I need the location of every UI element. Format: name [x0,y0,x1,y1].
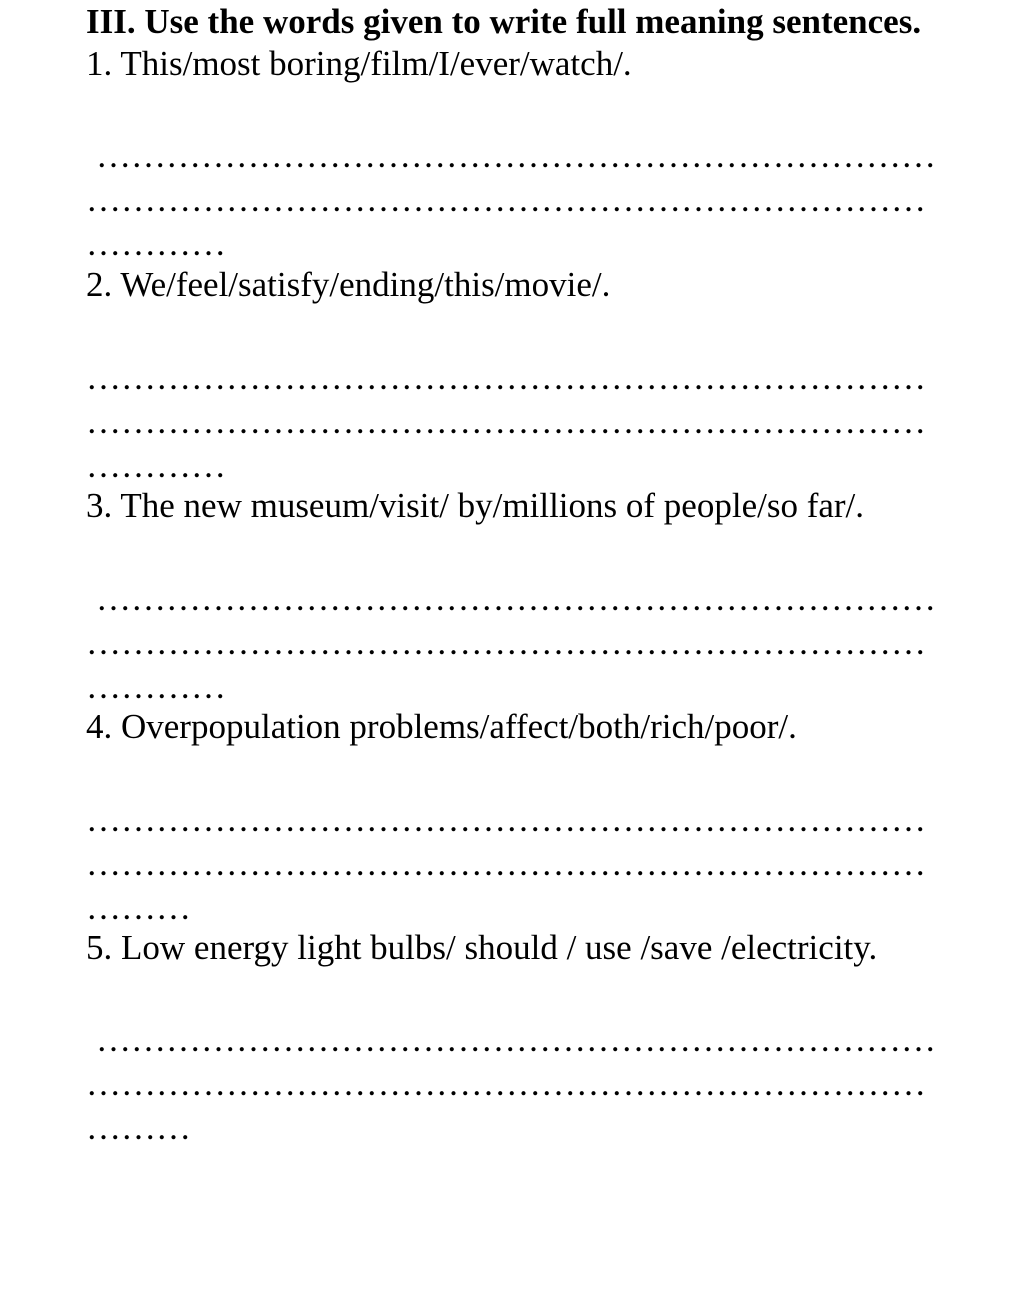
answer-line[interactable]: ……………………………………………………………… [96,136,936,175]
question-2-prompt: 2. We/feel/satisfy/ending/this/movie/. [86,265,611,304]
answer-line[interactable]: ………… [86,224,226,263]
answer-line[interactable]: ……………………………………………………………… [86,180,926,219]
exercise-heading: III. Use the words given to write full meaning sentences. [86,2,922,41]
question-1-prompt: 1. This/most boring/film/I/ever/watch/. [86,44,632,83]
answer-line[interactable]: ……………………………………………………………… [96,579,936,618]
answer-line[interactable]: ……………………………………………………………… [86,358,926,397]
answer-line[interactable]: ……………………………………………………………… [86,1064,926,1103]
answer-line[interactable]: ……… [86,1108,191,1147]
question-4-prompt: 4. Overpopulation problems/affect/both/rich/poor/. [86,707,797,746]
answer-line[interactable]: ……………………………………………………………… [86,844,926,883]
answer-line[interactable]: ……………………………………………………………… [86,623,926,662]
answer-line[interactable]: ………… [86,446,226,485]
answer-line[interactable]: ………… [86,667,226,706]
answer-line[interactable]: ……… [86,888,191,927]
question-3-prompt: 3. The new museum/visit/ by/millions of people/so far/. [86,486,865,525]
answer-line[interactable]: ……………………………………………………………… [86,402,926,441]
question-5-prompt: 5. Low energy light bulbs/ should / use /save /electricity. [86,928,878,967]
answer-line[interactable]: ……………………………………………………………… [96,1020,936,1059]
answer-line[interactable]: ……………………………………………………………… [86,800,926,839]
